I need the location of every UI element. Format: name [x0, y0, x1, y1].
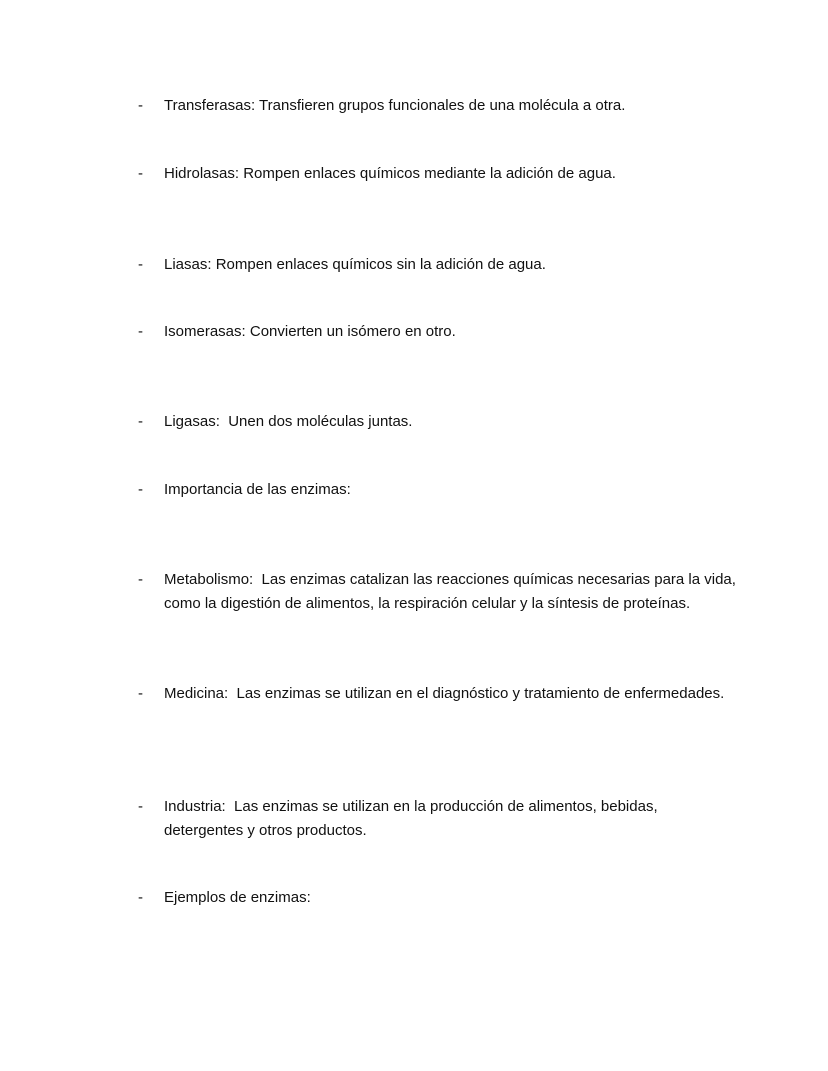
list-item-industria	[138, 795, 738, 842]
bullet-dash: -	[138, 165, 143, 182]
bullet-dash: -	[138, 256, 143, 273]
list-item-text: Isomerasas: Convierten un isómero en otro.	[164, 323, 456, 340]
bullet-dash: -	[138, 97, 143, 114]
list-item-ligasas	[138, 410, 738, 434]
list-item-text: Ligasas: Unen dos moléculas juntas.	[164, 413, 413, 430]
bullet-dash: -	[138, 889, 143, 906]
bullet-dash: -	[138, 685, 143, 702]
bullet-dash: -	[138, 571, 143, 588]
bullet-dash: -	[138, 481, 143, 498]
bullet-dash: -	[138, 413, 143, 430]
bullet-dash: -	[138, 798, 143, 815]
list-item-text: Ejemplos de enzimas:	[164, 889, 311, 906]
list-item-text: Hidrolasas: Rompen enlaces químicos mediante la adición de agua.	[164, 165, 616, 182]
list-item-text: Metabolismo: Las enzimas catalizan las reacciones químicas necesarias para la vida, como la digestión de alimentos, la respiración celular y la síntesis de proteínas.	[164, 571, 741, 612]
list-item-liasas	[138, 253, 738, 277]
bullet-dash: -	[138, 323, 143, 340]
list-item-text: Medicina: Las enzimas se utilizan en el diagnóstico y tratamiento de enfermedades.	[164, 685, 725, 702]
list-item-transferasas	[138, 94, 738, 118]
list-item-isomerasas	[138, 320, 738, 344]
list-item-medicina	[138, 682, 738, 706]
list-item-ejemplos-heading	[138, 886, 738, 910]
list-item-text: Liasas: Rompen enlaces químicos sin la adición de agua.	[164, 256, 546, 273]
list-item-text: Transferasas: Transfieren grupos funcionales de una molécula a otra.	[164, 97, 626, 114]
list-item-importancia-heading	[138, 478, 738, 502]
list-item-text: Industria: Las enzimas se utilizan en la producción de alimentos, bebidas, detergentes y otros productos.	[164, 798, 662, 839]
list-item-text: Importancia de las enzimas:	[164, 481, 351, 498]
list-item-metabolismo	[138, 568, 741, 615]
list-item-hidrolasas	[138, 162, 738, 186]
